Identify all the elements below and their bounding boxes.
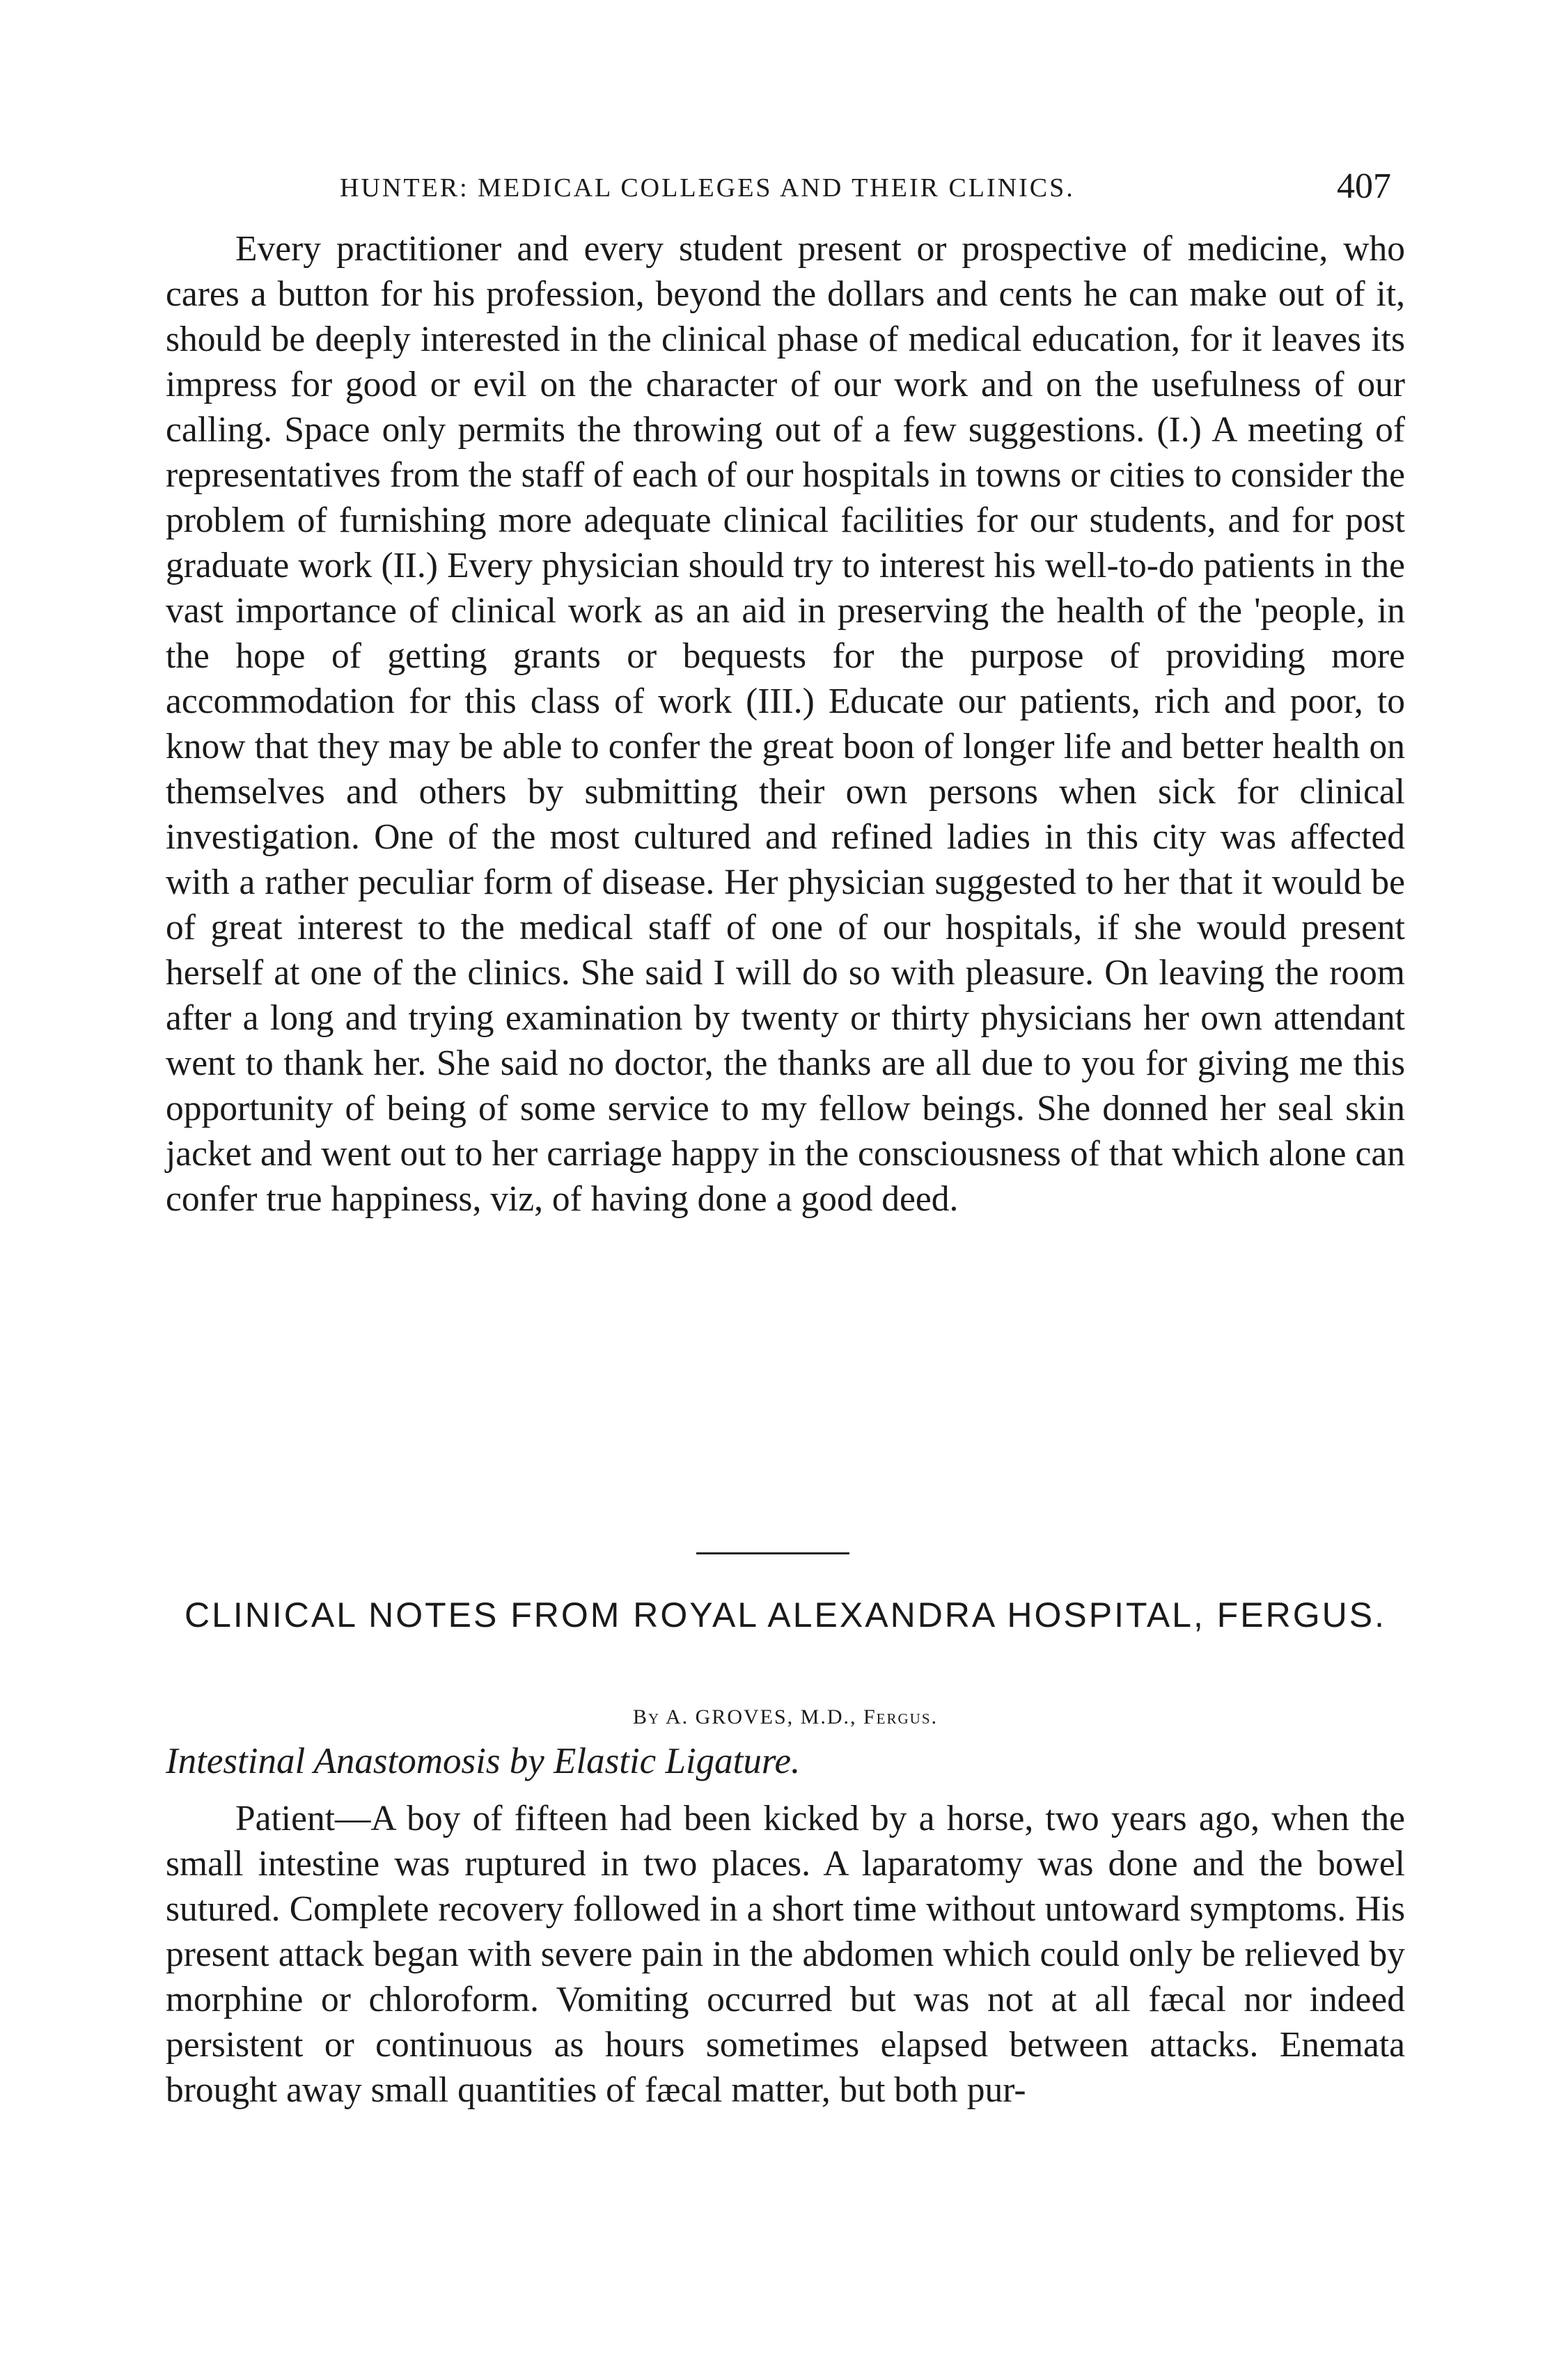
author-byline: By A. GROVES, M.D., Fergus. (632, 1705, 939, 1728)
body-paragraph: Every practitioner and every student present or prospective of medicine, who cares a button for his profession, beyond the dollars and cents he can make out of it, should be deeply interested in the clinical phase of medical education, for it leaves its impress for good or evil on the character of our work and on the usefulness of our calling. Space only permits the throwing out of a few suggestions. (I.) A meeting of representatives from the staff of each of our hospitals in towns or cities to consider the problem of furnishing more adequate clinical facilities for our students, and for post graduate work (II.) Every physician should try to interest his well-to-do patients in the vast importance of clinical work as an aid in preserving the health of the 'people, in the hope of getting grants or bequests for the purpose of providing more accommodation for this class of work (III.) Educate our patients, rich and poor, to know that they may be able to confer the great boon of longer life and better health on themselves and others by submitting their own persons when sick for clinical investigation. One of the most cultured and refined ladies in this city was affected with a rather peculiar form of disease. Her physician suggested to her that it would be of great interest to the medical staff of one of our hospitals, if she would present herself at one of the clinics. She said I will do so with pleasure. On leaving the room after a long and trying examination by twenty or thirty physicians her own attendant went to thank her. She said no doctor, the thanks are all due to you for giving me this opportunity of being of some service to my fellow beings. She donned her seal skin jacket and went out to her carriage happy in the consciousness of that which alone can confer true happiness, viz, of having done a good deed. (166, 229, 1405, 1219)
running-head (166, 166, 1405, 214)
case-paragraph: Patient—A boy of fifteen had been kicked by a horse, two years ago, when the small intestine was ruptured in two places. A laparatomy was done and the bowel sutured. Complete recovery followed in a short time without untoward symptoms. His present attack began with severe pain in the abdomen which could only be relieved by morphine or chloroform. Vomiting occurred but was not at all fæcal nor indeed persistent or continuous as hours sometimes elapsed between attacks. Enemata brought away small quantities of fæcal matter, but both pur- (166, 1799, 1405, 2110)
running-title: HUNTER: MEDICAL COLLEGES AND THEIR CLINICS. (340, 173, 1075, 203)
page-number: 407 (1337, 166, 1391, 206)
case-subheading: Intestinal Anastomosis by Elastic Ligature. (166, 1741, 801, 1781)
section-divider (696, 1552, 849, 1554)
section-heading: CLINICAL NOTES FROM ROYAL ALEXANDRA HOSPITAL, FERGUS. (184, 1595, 1387, 1634)
